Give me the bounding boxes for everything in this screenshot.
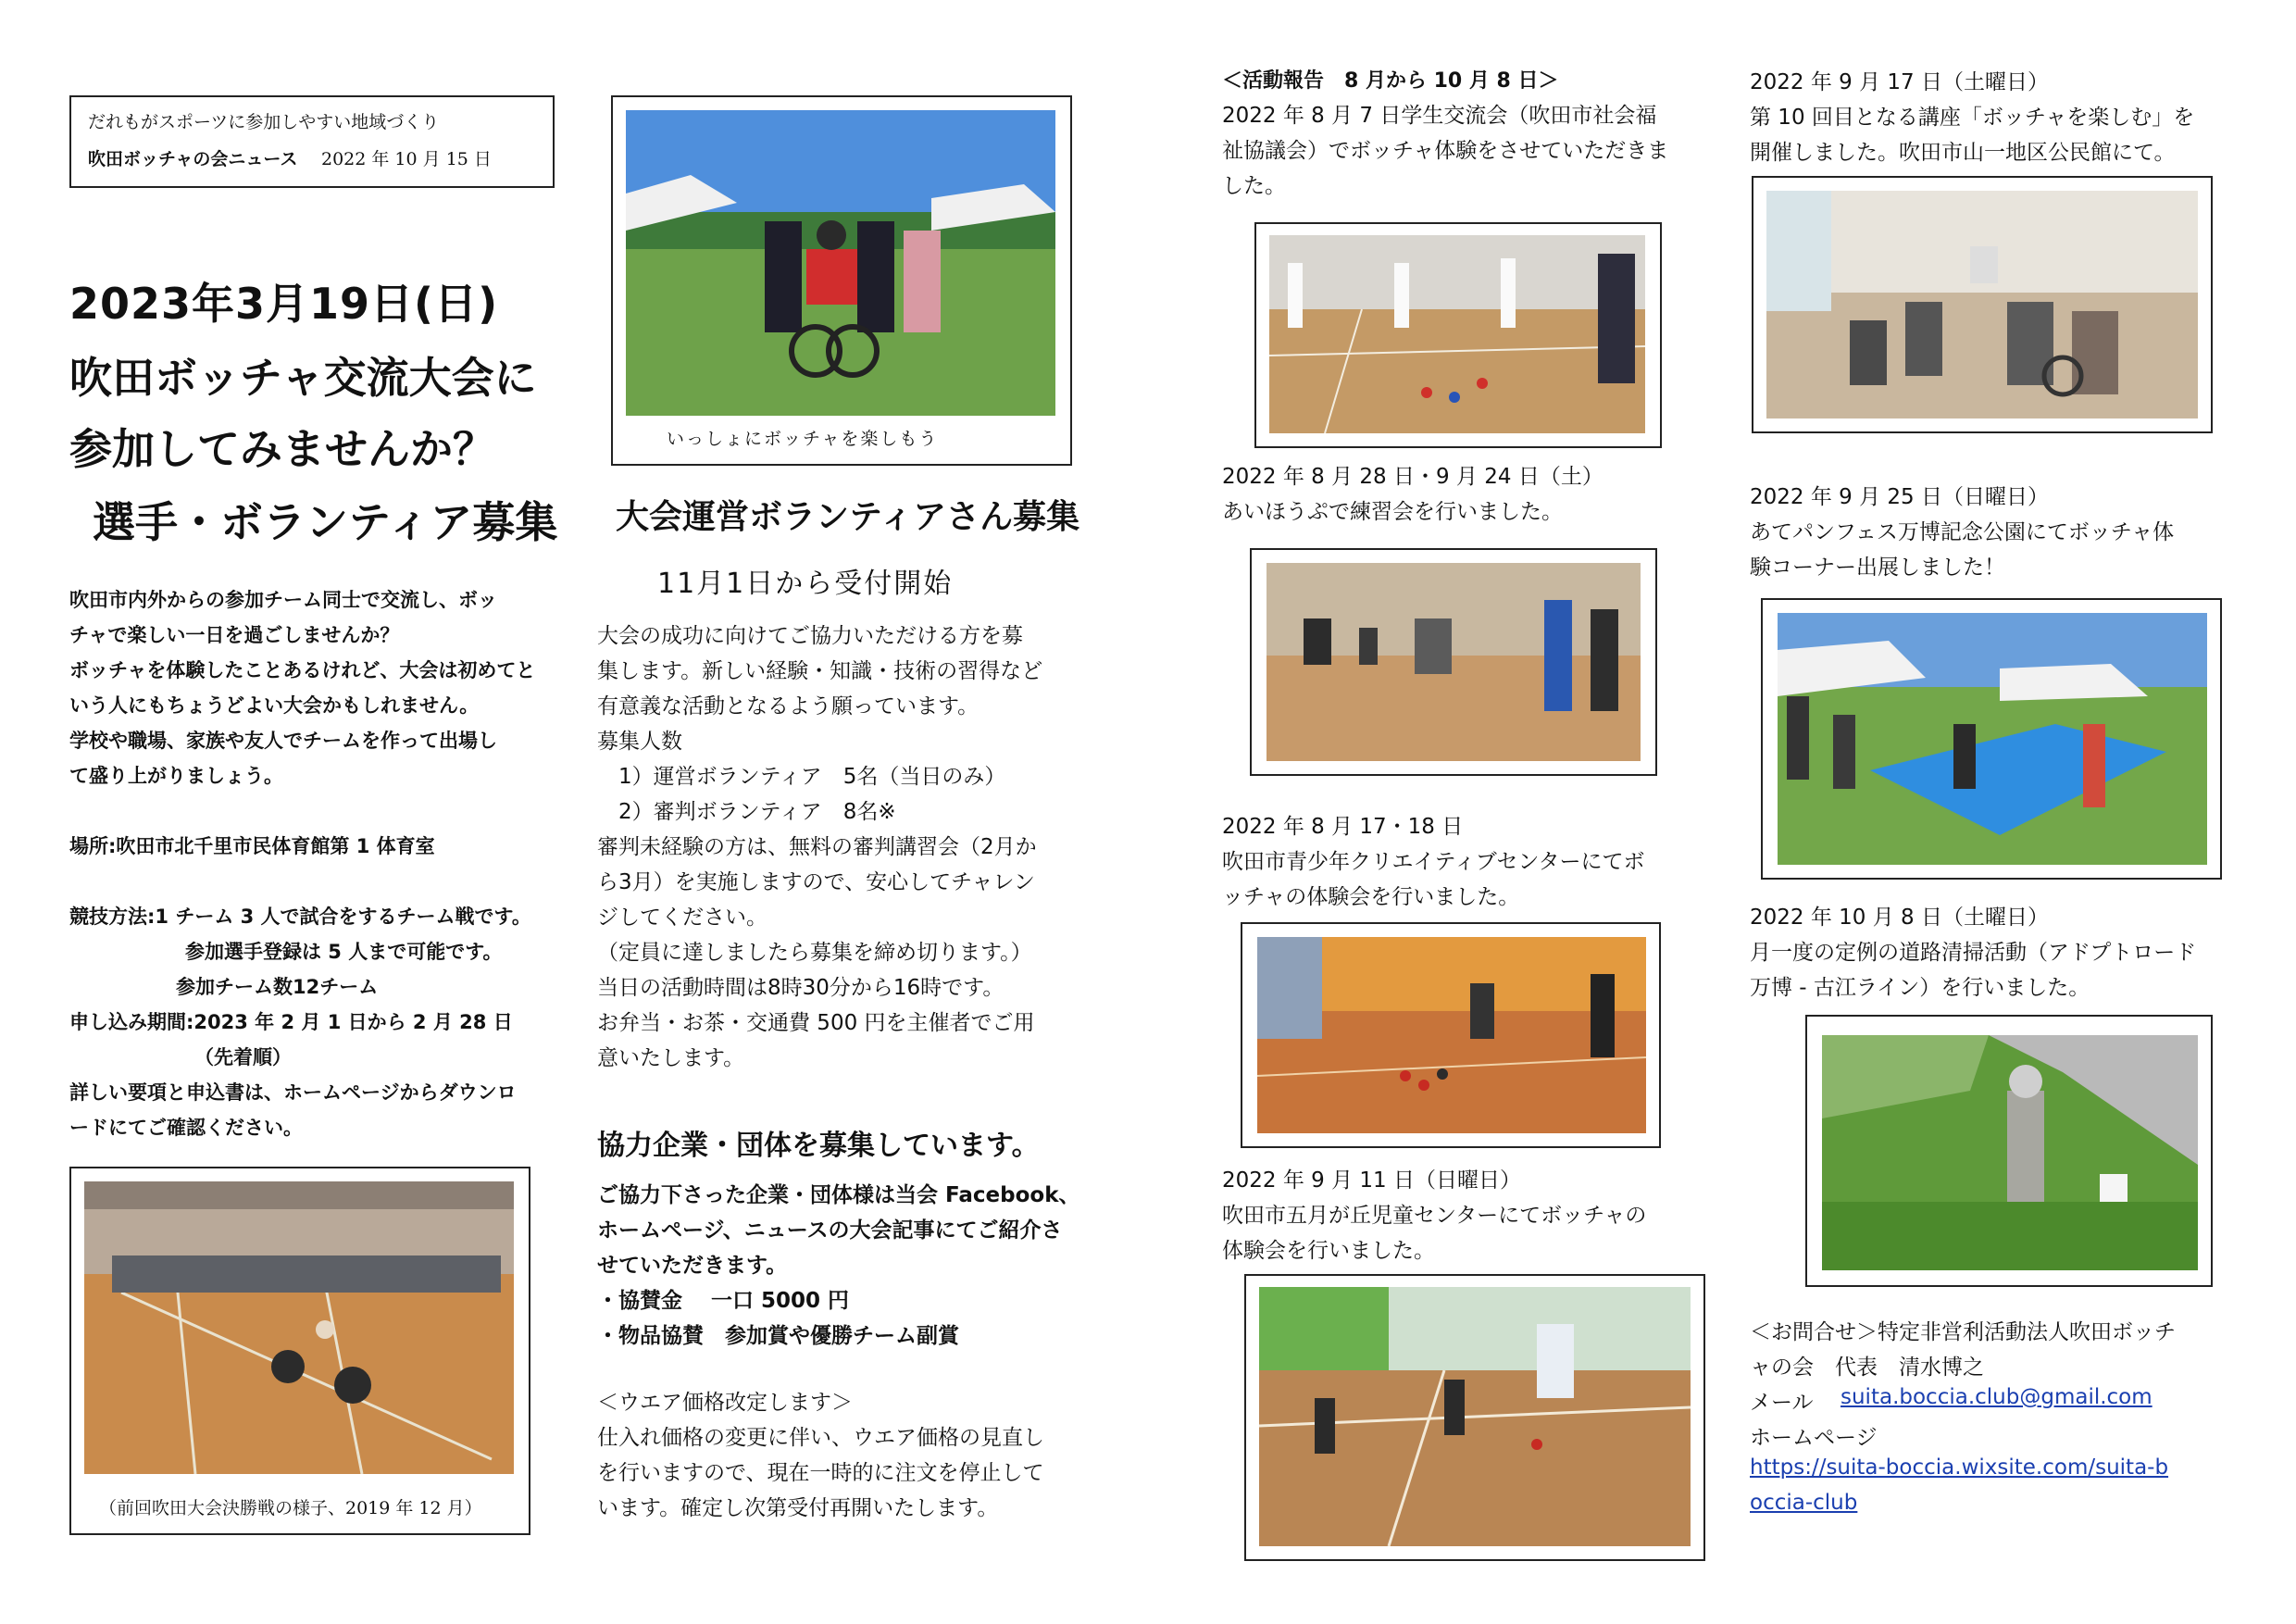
photo-frame xyxy=(1250,548,1657,776)
volunteer-line: 募集人数 xyxy=(597,730,682,754)
volunteer-line: ら3月）を実施しますので、安心してチャレン xyxy=(597,870,1035,894)
report-line: 祉協議会）でボッチャ体験をさせていただきま xyxy=(1222,139,1669,163)
volunteer-line: 2）審判ボランティア 8名※ xyxy=(618,800,896,824)
volunteer-line: 1）運営ボランティア 5名（当日のみ） xyxy=(618,765,1006,789)
volunteer-line: ジしてください。 xyxy=(597,906,767,930)
practice-photo xyxy=(1267,563,1641,761)
volunteer-line: 大会の成功に向けてご協力いただける方を募 xyxy=(597,624,1023,648)
report-line: 2022 年 9 月 11 日（日曜日） xyxy=(1222,1168,1521,1193)
contact-line: ＜お問合せ＞特定非営利活動法人吹田ボッチ xyxy=(1750,1320,2176,1344)
student-exchange-photo xyxy=(1269,235,1645,433)
report-line: 吹田市青少年クリエイティブセンターにてボ xyxy=(1222,850,1645,874)
caption-together: いっしょにボッチャを楽しもう xyxy=(667,429,939,449)
wear-line: 仕入れ価格の変更に伴い、ウエア価格の見直し xyxy=(597,1426,1044,1450)
headline-date: 2023年3月19日(日) xyxy=(69,279,499,329)
report-line: ッチャの体験会を行いました。 xyxy=(1222,885,1520,909)
sponsors-line: せていただきます。 xyxy=(597,1254,788,1278)
wear-line: を行いますので、現在一時的に注文を停止して xyxy=(597,1461,1044,1485)
report-line: 体験会を行いました。 xyxy=(1222,1239,1435,1263)
volunteer-line: お弁当・お茶・交通費 500 円を主催者でご用 xyxy=(597,1011,1035,1035)
sponsors-line: ・協賛金 一口 5000 円 xyxy=(597,1289,850,1313)
format-line: 参加選手登録は 5 人まで可能です。 xyxy=(185,941,503,963)
homepage-link-cont[interactable]: occia-club xyxy=(1750,1491,1858,1515)
homepage-label: ホームページ xyxy=(1750,1426,1878,1450)
sponsors-line: ・物品協賛 参加賞や優勝チーム副賞 xyxy=(597,1324,959,1348)
photo-frame xyxy=(1752,176,2213,433)
intro-line: 学校や職場、家族や友人でチームを作って出場し xyxy=(69,730,497,752)
newsletter-header xyxy=(69,95,555,188)
caption-final: （前回吹田大会決勝戦の様子、2019 年 12 月） xyxy=(99,1498,482,1518)
volunteer-line: 当日の活動時間は8時30分から16時です。 xyxy=(597,976,1004,1000)
wear-title: ＜ウエア価格改定します＞ xyxy=(597,1391,853,1415)
report-line: 第 10 回目となる講座「ボッチャを楽しむ」を xyxy=(1750,106,2195,130)
volunteer-start: 11月1日から受付開始 xyxy=(657,568,954,600)
volunteer-line: 審判未経験の方は、無料の審判講習会（2月か xyxy=(597,835,1037,859)
intro-line: ボッチャを体験したことあるけれど、大会は初めてと xyxy=(69,659,536,681)
report-line: 吹田市五月が丘児童センターにてボッチャの xyxy=(1222,1204,1647,1228)
outdoor-group-photo xyxy=(626,110,1055,416)
format-line: 参加チーム数12チーム xyxy=(176,976,379,998)
report-line: 2022 年 10 月 8 日（土曜日） xyxy=(1750,906,2049,930)
intro-line: いう人にもちょうどよい大会かもしれません。 xyxy=(69,694,480,717)
photo-frame xyxy=(1805,1015,2213,1287)
intro-line: チャで楽しい一日を過ごしませんか？ xyxy=(69,624,400,646)
wear-line: います。確定し次第受付再開いたします。 xyxy=(597,1496,999,1520)
report-line: あてパンフェス万博記念公園にてボッチャ体 xyxy=(1750,520,2175,544)
email-link[interactable]: suita.boccia.club@gmail.com xyxy=(1841,1385,2152,1409)
gym-final-photo xyxy=(84,1181,514,1474)
photo-frame xyxy=(611,95,1072,466)
volunteer-title: 大会運営ボランティアさん募集 xyxy=(616,498,1080,536)
photo-frame xyxy=(1244,1274,1705,1561)
photo-frame xyxy=(1241,922,1661,1148)
report-title: ＜活動報告 8 月から 10 月 8 日＞ xyxy=(1222,69,1559,93)
sponsors-line: ホームページ、ニュースの大会記事にてご紹介さ xyxy=(597,1218,1063,1243)
road-cleanup-photo xyxy=(1822,1035,2198,1270)
headline-event: 吹田ボッチャ交流大会に xyxy=(69,353,537,403)
report-line: 万博 - 古江ライン）を行いました。 xyxy=(1750,976,2090,1000)
community-hall-photo xyxy=(1766,191,2198,418)
newsletter-date: 2022 年 10 月 15 日 xyxy=(321,149,492,169)
report-line: 2022 年 9 月 25 日（日曜日） xyxy=(1750,485,2049,509)
photo-frame xyxy=(69,1167,530,1535)
report-line: 2022 年 8 月 17・18 日 xyxy=(1222,815,1464,839)
intro-line: 吹田市内外からの参加チーム同士で交流し、ボッ xyxy=(69,589,497,611)
mail-label: メール xyxy=(1750,1391,1814,1415)
venue: 場所:吹田市北千里市民体育館第 1 体育室 xyxy=(69,835,435,857)
contact-line: ャの会 代表 清水博之 xyxy=(1750,1355,1984,1380)
volunteer-line: （定員に達しましたら募集を締め切ります。） xyxy=(597,941,1032,965)
format-line: 競技方法:1 チーム 3 人で試合をするチーム戦です。 xyxy=(69,906,531,928)
headline-recruit: 選手・ボランティア募集 xyxy=(93,497,558,547)
photo-frame xyxy=(1254,222,1662,448)
report-line: 験コーナー出展しました！ xyxy=(1750,556,2005,580)
newsletter-name: 吹田ボッチャの会ニュース xyxy=(88,149,298,169)
photo-frame xyxy=(1761,598,2222,880)
report-line: 開催しました。吹田市山一地区公民館にて。 xyxy=(1750,141,2176,165)
intro-line: て盛り上がりましょう。 xyxy=(69,765,283,787)
childrens-center-photo xyxy=(1259,1287,1691,1546)
sponsors-title: 協力企業・団体を募集しています。 xyxy=(597,1130,1040,1162)
report-line: 月一度の定例の道路清掃活動（アドプトロード xyxy=(1750,941,2197,965)
info-line: ードにてご確認ください。 xyxy=(69,1117,303,1139)
sponsors-line: ご協力下さった企業・団体様は当会 Facebook、 xyxy=(597,1183,1080,1207)
application-period: 申し込み期間:2023 年 2 月 1 日から 2 月 28 日 xyxy=(69,1011,513,1033)
homepage-link[interactable]: https://suita-boccia.wixsite.com/suita-b xyxy=(1750,1455,2169,1480)
volunteer-line: 集します。新しい経験・知識・技術の習得など xyxy=(597,659,1043,683)
creative-center-photo xyxy=(1257,937,1646,1133)
header-tagline: だれもがスポーツに参加しやすい地域づくり xyxy=(88,112,440,132)
report-line: 2022 年 9 月 17 日（土曜日） xyxy=(1750,70,2049,94)
volunteer-line: 意いたします。 xyxy=(597,1046,745,1070)
report-line: あいほうぷで練習会を行いました。 xyxy=(1222,500,1563,524)
headline-invite: 参加してみませんか？ xyxy=(69,424,495,474)
bread-fes-photo xyxy=(1778,613,2207,865)
info-line: 詳しい要項と申込書は、ホームページからダウンロ xyxy=(69,1081,517,1104)
report-line: した。 xyxy=(1222,174,1286,198)
report-line: 2022 年 8 月 28 日・9 月 24 日（土） xyxy=(1222,465,1603,489)
volunteer-line: 有意義な活動となるよう願っています。 xyxy=(597,694,980,718)
report-line: 2022 年 8 月 7 日学生交流会（吹田市社会福 xyxy=(1222,104,1657,128)
application-order: （先着順） xyxy=(194,1046,292,1068)
